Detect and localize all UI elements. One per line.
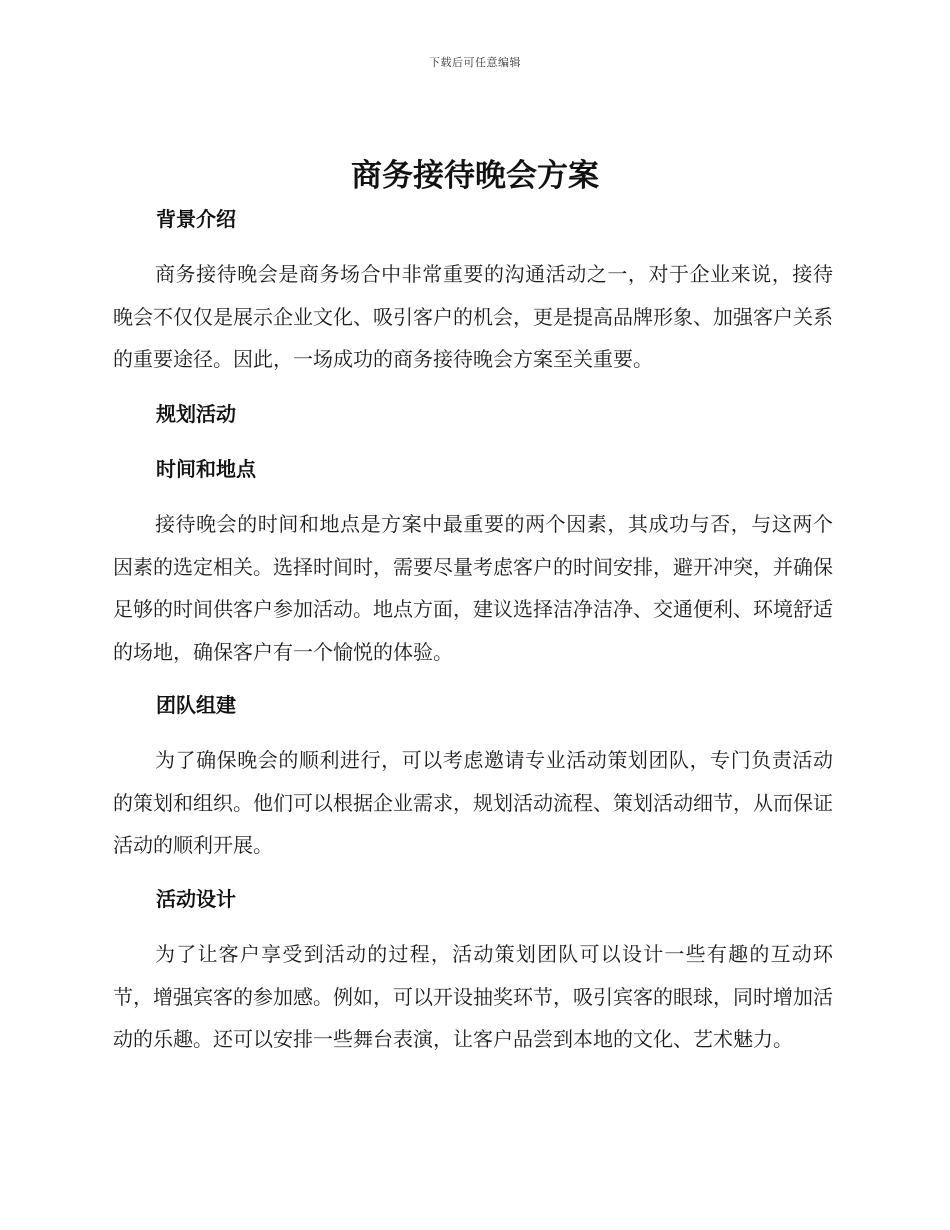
section-heading-team: 团队组建 xyxy=(156,693,236,717)
section-heading-planning: 规划活动 xyxy=(156,402,236,426)
document-title: 商务接待晚会方案 xyxy=(351,158,599,194)
section-heading-time-place: 时间和地点 xyxy=(156,457,256,481)
section-paragraph-activity-design: 为了让客户享受到活动的过程，活动策划团队可以设计一些有趣的互动环节，增强宾客的参加感。例如，可以开设抽奖环节，吸引宾客的眼球，同时增加活动的乐趣。还可以安排一些舞台表演，让客户品尝到本地的文化、艺术魅力。 xyxy=(113,942,833,1051)
section-heading-background: 背景介绍 xyxy=(156,207,236,231)
section-heading-activity-design: 活动设计 xyxy=(156,887,236,911)
page-header: 下载后可任意编辑 xyxy=(429,56,521,69)
section-paragraph-background: 商务接待晚会是商务场合中非常重要的沟通活动之一，对于企业来说，接待晚会不仅仅是展示企业文化、吸引客户的机会，更是提高品牌形象、加强客户关系的重要途径。因此，一场成功的商务接待晚会方案至关重要。 xyxy=(113,262,833,371)
section-paragraph-team: 为了确保晚会的顺利进行，可以考虑邀请专业活动策划团队，专门负责活动的策划和组织。他们可以根据企业需求，规划活动流程、策划活动细节，从而保证活动的顺利开展。 xyxy=(113,748,833,857)
section-paragraph-time-place: 接待晚会的时间和地点是方案中最重要的两个因素，其成功与否，与这两个因素的选定相关。选择时间时，需要尽量考虑客户的时间安排，避开冲突，并确保足够的时间供客户参加活动。地点方面，建议选择洁净洁净、交通便利、环境舒适的场地，确保客户有一个愉悦的体验。 xyxy=(113,512,833,664)
